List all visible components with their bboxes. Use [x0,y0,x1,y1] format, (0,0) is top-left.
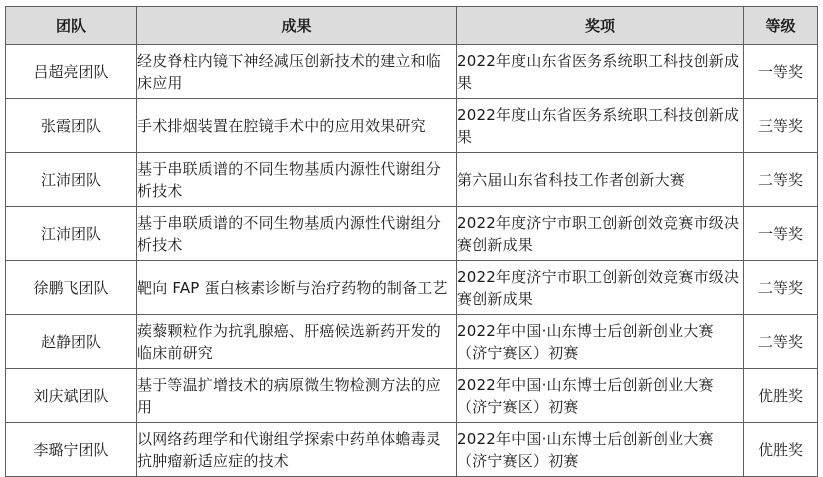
award-cell: 2022年度济宁市职工创新创效竞赛市级决赛创新成果 [457,261,744,315]
level-cell: 三等奖 [744,99,818,153]
table-row [6,153,818,207]
table-row [6,99,818,153]
header-award: 奖项 [457,7,744,45]
level-cell: 优胜奖 [744,423,818,477]
table-row [6,207,818,261]
result-cell: 靶向 FAP 蛋白核素诊断与治疗药物的制备工艺 [137,261,457,315]
level-cell: 优胜奖 [744,369,818,423]
result-cell: 经皮脊柱内镜下神经减压创新技术的建立和临床应用 [137,45,457,99]
award-cell: 2022年度山东省医务系统职工科技创新成果 [457,45,744,99]
team-cell: 江沛团队 [6,153,137,207]
result-cell: 基于等温扩增技术的病原微生物检测方法的应用 [137,369,457,423]
awards-table [5,6,818,477]
award-cell: 2022年度济宁市职工创新创效竞赛市级决赛创新成果 [457,207,744,261]
header-row [6,7,818,45]
award-cell: 第六届山东省科技工作者创新大赛 [457,153,744,207]
result-cell: 手术排烟装置在腔镜手术中的应用效果研究 [137,99,457,153]
result-cell: 蒺藜颗粒作为抗乳腺癌、肝癌候选新药开发的临床前研究 [137,315,457,369]
result-cell: 基于串联质谱的不同生物基质内源性代谢组分析技术 [137,153,457,207]
level-cell: 一等奖 [744,45,818,99]
table-row [6,369,818,423]
team-cell: 江沛团队 [6,207,137,261]
award-cell: 2022年中国·山东博士后创新创业大赛（济宁赛区）初赛 [457,369,744,423]
team-cell: 李璐宁团队 [6,423,137,477]
award-cell: 2022年中国·山东博士后创新创业大赛（济宁赛区）初赛 [457,315,744,369]
level-cell: 二等奖 [744,315,818,369]
level-cell: 二等奖 [744,153,818,207]
team-cell: 刘庆斌团队 [6,369,137,423]
level-cell: 二等奖 [744,261,818,315]
header-team: 团队 [6,7,137,45]
table-row [6,315,818,369]
table-row [6,45,818,99]
team-cell: 徐鹏飞团队 [6,261,137,315]
award-cell: 2022年中国·山东博士后创新创业大赛（济宁赛区）初赛 [457,423,744,477]
award-cell: 2022年度山东省医务系统职工科技创新成果 [457,99,744,153]
result-cell: 基于串联质谱的不同生物基质内源性代谢组分析技术 [137,207,457,261]
header-level: 等级 [744,7,818,45]
result-cell: 以网络药理学和代谢组学探索中药单体蟾毒灵抗肿瘤新适应症的技术 [137,423,457,477]
table-row [6,261,818,315]
team-cell: 张霞团队 [6,99,137,153]
team-cell: 吕超亮团队 [6,45,137,99]
team-cell: 赵静团队 [6,315,137,369]
level-cell: 一等奖 [744,207,818,261]
header-result: 成果 [137,7,457,45]
table-row [6,423,818,477]
